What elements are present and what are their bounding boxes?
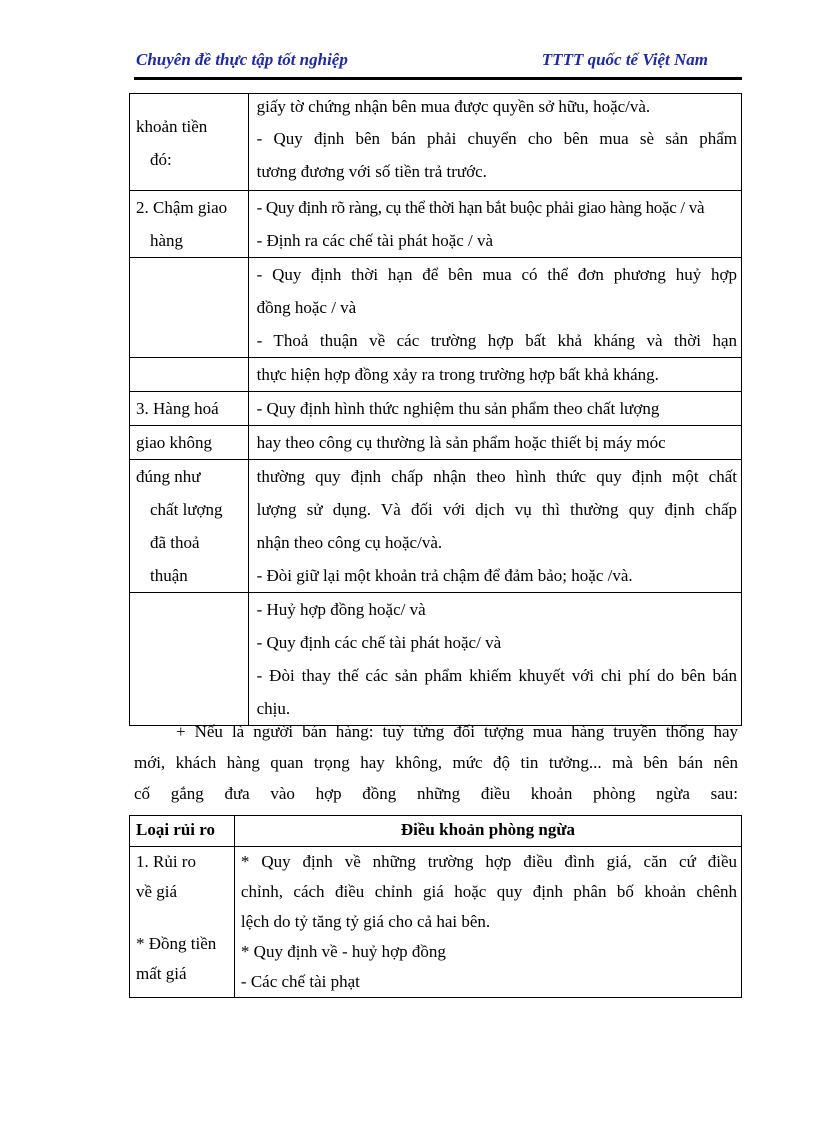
table-row <box>130 460 742 593</box>
cell-line: chỉnh, cách điều chỉnh giá hoặc quy định phân bố khoản chênh <box>240 882 737 901</box>
cell-line: hay theo công cụ thường là sản phẩm hoặc thiết bị máy móc <box>256 433 666 452</box>
cell-line: - Đòi giữ lại một khoản trả chậm để đảm bảo; hoặc /và. <box>256 566 633 585</box>
cell-line: - Quy định các chế tài phát hoặc/ và <box>256 633 502 652</box>
paragraph-line: cố gắng đưa vào hợp đồng những điều khoản phòng ngừa sau: <box>134 784 738 803</box>
cell-line: - Quy định rõ ràng, cụ thể thời hạn bắt buộc phải giao hàng hoặc / và <box>256 198 705 217</box>
cell-line: * Quy định về những trường hợp điều đình giá, căn cứ điều <box>240 852 737 871</box>
risk-type-cell <box>130 460 249 593</box>
cell-line: tương đương với số tiền trả trước. <box>256 162 487 181</box>
risk-type-cell <box>130 191 249 258</box>
cell-line: - Các chế tài phạt <box>240 972 360 991</box>
clause-cell <box>248 358 741 392</box>
cell-line: - Quy định thời hạn để bên mua có thể đơn phương huỷ hợp <box>256 265 737 284</box>
cell-line: - Định ra các chế tài phát hoặc / và <box>256 231 494 250</box>
cell-line: - Thoả thuận về các trường hợp bất khả kháng và thời hạn <box>256 331 737 350</box>
cell-line: - Quy định hình thức nghiệm thu sản phẩm theo chất lượng <box>256 399 660 418</box>
seller-paragraph <box>134 716 738 809</box>
clause-cell <box>234 847 741 998</box>
clause-cell <box>248 392 741 426</box>
table-row <box>130 258 742 358</box>
cell-line: nhận theo công cụ hoặc/và. <box>256 533 443 552</box>
paragraph-line: + Nếu là người bán hàng: tuỳ từng đối tượng mua hàng truyền thống hay <box>176 722 738 741</box>
cell-line: hàng <box>150 231 184 250</box>
table-row <box>130 392 742 426</box>
cell-line: * Đồng tiền <box>136 934 217 953</box>
table-row <box>130 426 742 460</box>
header-rule <box>134 77 742 80</box>
risk-type-cell <box>130 258 249 358</box>
table-row <box>130 94 742 191</box>
cell-line: thường quy định chấp nhận theo hình thức quy định một chất <box>256 467 737 486</box>
cell-line: đồng hoặc / và <box>256 298 357 317</box>
cell-line: - Huỷ hợp đồng hoặc/ và <box>256 600 426 619</box>
column-header-clause: Điều khoản phòng ngừa <box>234 816 741 847</box>
cell-line: giấy tờ chứng nhận bên mua được quyền sở hữu, hoặc/và. <box>256 97 651 116</box>
cell-line: 1. Rủi ro <box>136 852 196 871</box>
table-row <box>130 358 742 392</box>
cell-line: giao không <box>136 433 213 452</box>
risk-type-cell <box>130 358 249 392</box>
cell-line: thực hiện hợp đồng xảy ra trong trường hợp bất khả kháng. <box>256 365 659 384</box>
risk-type-cell <box>130 426 249 460</box>
cell-line: đó: <box>150 150 172 169</box>
cell-line: đã thoả <box>150 533 200 552</box>
paragraph-line: mới, khách hàng quan trọng hay không, mức độ tin tưởng... mà bên bán nên <box>134 753 738 772</box>
cell-line: lệch do tỷ tăng tỷ giá cho cả hai bên. <box>240 912 491 931</box>
cell-line: - Quy định bên bán phải chuyển cho bên mua sè sản phẩm <box>256 129 737 148</box>
cell-line: khoản tiền <box>136 117 208 136</box>
header-left-title: Chuyên đề thực tập tốt nghiệp <box>136 50 348 69</box>
table-header-row <box>130 816 742 847</box>
clause-cell <box>248 426 741 460</box>
table-row <box>130 847 742 998</box>
risk-type-cell <box>130 392 249 426</box>
cell-line: lượng sử dụng. Và đối với dịch vụ thì thường quy định chấp <box>256 500 737 519</box>
cell-line: - Đòi thay thế các sản phẩm khiếm khuyết với chi phí do bên bán <box>256 666 737 685</box>
clause-cell <box>248 460 741 593</box>
risk-table-buyer <box>129 93 742 726</box>
cell-line: * Quy định về - huỷ hợp đồng <box>240 942 446 961</box>
risk-type-cell <box>130 593 249 726</box>
page-header <box>134 46 742 80</box>
cell-line: mất giá <box>136 964 187 983</box>
cell-line: chất lượng <box>150 500 223 519</box>
cell-line: 2. Chậm giao <box>136 198 228 217</box>
clause-cell <box>248 94 741 191</box>
cell-line: thuận <box>150 566 188 585</box>
cell-line: chịu. <box>256 699 291 718</box>
header-right-title: TTTT quốc tế Việt Nam <box>541 50 708 69</box>
clause-cell <box>248 191 741 258</box>
risk-table-seller <box>129 815 742 998</box>
cell-line: đúng như <box>136 467 201 486</box>
table-row <box>130 593 742 726</box>
clause-cell <box>248 593 741 726</box>
risk-type-cell <box>130 847 235 998</box>
table-row <box>130 191 742 258</box>
cell-line <box>130 907 234 929</box>
cell-line: 3. Hàng hoá <box>136 399 219 418</box>
risk-type-cell <box>130 94 249 191</box>
clause-cell <box>248 258 741 358</box>
cell-line: về giá <box>136 882 178 901</box>
column-header-risk-type: Loại rủi ro <box>130 816 235 847</box>
